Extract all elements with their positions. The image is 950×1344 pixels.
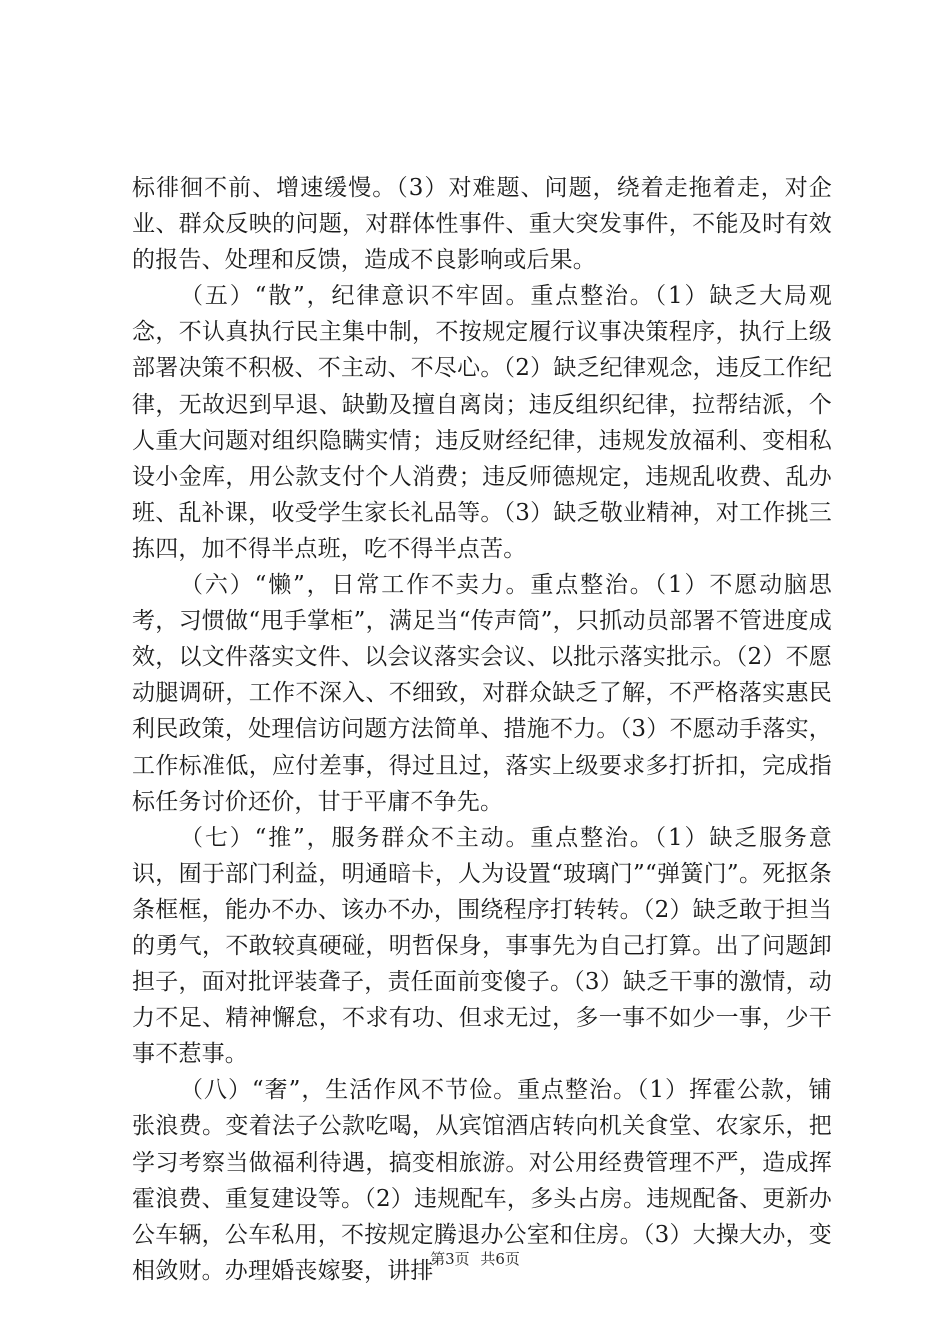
paragraph-section-5: （五）“散”，纪律意识不牢固。重点整治。（1）缺乏大局观念，不认真执行民主集中制，不按规定履行议事决策程序，执行上级部署决策不积极、不主动、不尽心。（2）缺乏纪律观念，违反工作纪律，无故迟到早退、缺勤及擅自离岗；违反组织纪律，拉帮结派，个人重大问题对组织隐瞒实情；违反财经纪律，违规发放福利、变相私设小金库，用公款支付个人消费；违反师德规定，违规乱收费、乱办班、乱补课，收受学生家长礼品等。（3）缺乏敬业精神，对工作挑三拣四，加不得半点班，吃不得半点苦。	[132, 283, 832, 562]
document-body	[132, 170, 832, 1289]
paragraph-section-8: （八）“奢”，生活作风不节俭。重点整治。（1）挥霍公款，铺张浪费。变着法子公款吃喝，从宾馆酒店转向机关食堂、农家乐，把学习考察当做福利待遇，搞变相旅游。对公用经费管理不严，造成挥霍浪费、重复建设等。（2）违规配车，多头占房。违规配备、更新办公车辆，公车私用，不按规定腾退办公室和住房。（3）大操大办，变相敛财。办理婚丧嫁娶，讲排	[132, 1077, 832, 1284]
page-total: 共6页	[480, 1250, 520, 1268]
paragraph-section-6: （六）“懒”，日常工作不卖力。重点整治。（1）不愿动脑思考，习惯做“甩手掌柜”，满足当“传声筒”，只抓动员部署不管进度成效，以文件落实文件、以会议落实会议、以批示落实批示。（2）不愿动腿调研，工作不深入、不细致，对群众缺乏了解，不严格落实惠民利民政策，处理信访问题方法简单、措施不力。（3）不愿动手落实，工作标准低，应付差事，得过且过，落实上级要求多打折扣，完成指标任务讨价还价，甘于平庸不争先。	[132, 572, 832, 815]
paragraph-continuation: 标徘徊不前、增速缓慢。（3）对难题、问题，绕着走拖着走，对企业、群众反映的问题，对群体性事件、重大突发事件，不能及时有效的报告、处理和反馈，造成不良影响或后果。	[132, 175, 832, 274]
page-number: 第3页	[430, 1250, 470, 1268]
page-footer	[0, 1248, 950, 1269]
paragraph-section-7: （七）“推”，服务群众不主动。重点整治。（1）缺乏服务意识，囿于部门利益，明通暗卡，人为设置“玻璃门”“弹簧门”。死抠条条框框，能办不办、该办不办，围绕程序打转转。（2）缺乏敢于担当的勇气，不敢较真硬碰，明哲保身，事事先为自己打算。出了问题卸担子，面对批评装聋子，责任面前变傻子。（3）缺乏干事的激情，动力不足、精神懈怠，不求有功、但求无过，多一事不如少一事，少干事不惹事。	[132, 824, 832, 1068]
